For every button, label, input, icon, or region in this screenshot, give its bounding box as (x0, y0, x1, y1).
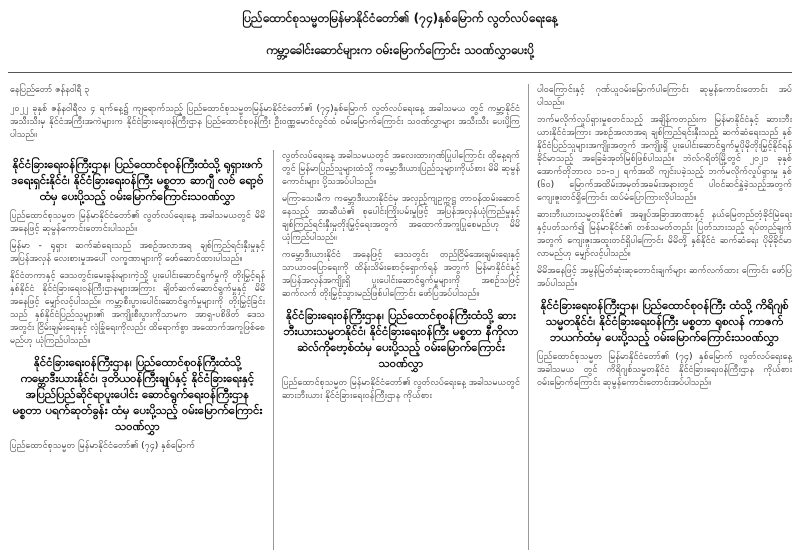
paragraph: ဆားဘီးယားသမ္မတနိုင်ငံ၏ အချုပ်အခြာအာဏာနှင့် နယ်မြေတည်တံ့ခိုင်မြဲရေးနှင့်ပတ်သက်၍ မြန်မာနိုင်ငံ၏ တစ်သမတ်တည်း ပြတ်သားသည့် ရပ်တည်ချက်အတွက် ကျေးဇူးအထူးတင်ရှိပါကြောင်း မိမိတို့ နှစ်နိုင်ငံ ဆက်ဆံရေး ပိုမိုခိုင်မာလာမည်ဟု မျှော်လင့်ပါသည်။ (537, 210, 792, 259)
dateline: နေပြည်တော် ဇန်နဝါရီ ၃ (10, 85, 90, 95)
section-heading-serbia: နိုင်ငံခြားရေးဝန်ကြီးဌာန၊ ပြည်ထောင်စုဝန်ကြီးထံသို့ ဆားဘီးယားသမ္မတနိုင်ငံ၊ နိုင်ငံခြားရေးဝန်ကြီး မစ္စတာ နီကိုလာ ဆဲလ်ကိုဗော့စ်ထံမှ ပေးပို့သည့် ဝမ်းမြောက်ကြောင်းသဝဏ်လွှာ (283, 308, 519, 370)
paragraph: လွတ်လပ်ရေးနေ့ အခါသမယတွင် အလေးထားဂုဏ်ပြုပါကြောင်း ထိုနေ့ရက်တွင် မြန်မာပြည်သူများထံသို့ ကမ္ဘောဒီးယားပြည်သူများကိုယ်စား မိမိ ဆုမွန်ကောင်းများ ပို့သအပ်ပါသည်။ (282, 151, 520, 187)
paragraph: ပြည်ထောင်စုသမ္မတ မြန်မာနိုင်ငံတော်၏ လွတ်လပ်ရေးနေ့ အခါသမယတွင် မိမိအနေဖြင့် ဆုမွန်ကောင်းတောင်းပါသည်။ (10, 211, 265, 234)
paragraph: ပြည်ထောင်စုသမ္မတ မြန်မာနိုင်ငံတော်၏ လွတ်လပ်ရေးနေ့ အခါသမယတွင် ဆားဘီးယား နိုင်ငံခြားရေးဝန်ကြီးဌာန ကိုယ်စား (282, 378, 520, 401)
headline-line-2: ကမ္ဘာ့ခေါင်းဆောင်များက ဝမ်းမြောက်ကြောင်း သဝဏ်လွှာပေးပို့ (265, 43, 535, 57)
paragraph: ကမ္ဘောဒီးယားနိုင်ငံ အနေဖြင့် ဒေသတွင်း တည်ငြိမ်အေးချမ်းရေးနှင့် သာယာဝပြောရေးကို ထိန်းသိမ်းစောင့်ရှောက်ရန် အတွက် မြန်မာနိုင်ငံနှင့် အပြန်အလှန်အကျိုးရှိ ပူးပေါင်းဆောင်ရွက်မှုများကို အစဉ်သဖြင့် ဆက်လက် တိုးမြှင့်သွားမည်ဖြစ်ပါကြောင်း ဖော်ပြအပ်ပါသည်။ (282, 250, 520, 299)
paragraph: ပြည်ထောင်စုသမ္မတ မြန်မာနိုင်ငံတော်၏ (၇၄) နှစ်မြောက် (10, 441, 196, 451)
column-right (537, 84, 792, 394)
section-heading-cambodia: နိုင်ငံခြားရေးဝန်ကြီးဌာန၊ ပြည်ထောင်စုဝန်ကြီးထံသို့ ကမ္ဘောဒီးယားနိုင်ငံ၊ ဒုတိယဝန်ကြီးချုပ်နှင့် နိုင်ငံခြားရေးနှင့် အပြည်ပြည်ဆိုင်ရာပူးပေါင်း ဆောင်ရွက်ရေးဝန်ကြီးဌာန မစ္စတာ ပရက်ဆုတ်ခွန်း ထံမှ ပေးပို့သည့် ဝမ်းမြောက်ကြောင်းသဝဏ်လွှာ (12, 355, 263, 433)
paragraph: ပါ၀ကြောင်းနှင့် ဂုဏ်ယူဝမ်းမြောက်ပါကြောင်း ဆုမွန်ကောင်းတောင်း အပ်ပါသည်။ (537, 85, 792, 108)
column-divider (528, 84, 529, 550)
paragraph: ဘက်မလိုက်လှုပ်ရှားမှုစတင်သည့် အချိန်ကတည်းက မြန်မာနိုင်ငံနှင့် ဆားဘီးယားနိုင်ငံအကြား အစဉ်အလာအရ ချစ်ကြည်ရင်းနှီးသည့် ဆက်ဆံရေးသည် နှစ်နိုင်ငံပြည်သူများအကျိုးအတွက် အကျိုးရှိ ပူးပေါင်းဆောင်ရွက်မှုပိုမိုတိုးမြှင့်နိုင်ရန် ခိုင်မာသည့် အခြေခံအုတ်မြစ်ဖြစ်ပါသည်။ ဘဲလ်ဂရိတ်မြို့တွင် ၂၀၂၁ ခုနှစ် အောက်တိုဘာလ ၁၁-၁၂ ရက်အထိ ကျင်းပခဲ့သည့် ဘက်မလိုက်လှုပ်ရှားမှု နှစ် (၆၀) မြောက်အထိမ်းအမှတ်အခမ်းအနားတွင် ပါဝင်ဆင်နွှဲခဲ့သည့်အတွက် ကျေးဇူးတင်ရှိကြောင်း ထပ်မံပြောကြားလိုပါသည်။ (537, 115, 792, 203)
section-heading-kyrgyzstan: နိုင်ငံခြားရေးဝန်ကြီးဌာန၊ ပြည်ထောင်စုဝန်ကြီး ထံသို့ ကိရိဂျစ်သမ္မတနိုင်ငံ၊ နိုင်ငံခြားရေးဝန်ကြီး မစ္စတာ ရုစလန် ကာဇက်ဘယက်ထံမှ ပေးပို့သည့် ဝမ်းမြောက်ကြောင်းသဝဏ်လွှာ (540, 298, 789, 344)
column-left (10, 150, 265, 457)
column-middle (282, 150, 520, 407)
paragraph: ပြည်ထောင်စုသမ္မတ မြန်မာနိုင်ငံတော်၏ (၇၄) နှစ်မြောက် လွတ်လပ်ရေးနေ့ အခါသမယ တွင် ကိရိဂျစ်သမ္မတနိုင်ငံ နိုင်ငံခြားရေးဝန်ကြီးဌာန ကိုယ်စား ဝမ်းမြောက်ကြောင်း ဆုမွန်ကောင်းတောင်းအပ်ပါသည်။ (537, 352, 792, 388)
paragraph: မကြာသေးမီက ကမ္ဘောဒီးယားနိုင်ငံမှ အလှည့်ကျဥက္ကဋ္ဌ တာဝန်ထမ်းဆောင်နေသည့် အာဆီယံ၏ စုပေါင်းကြိုးပမ်းမှုဖြင့် အပြန်အလှန်ယုံကြည်မှုနှင့် ချစ်ကြည်ရင်းနှီးမှုတိုးမြှင့်ရေးအတွက် အထောက်အကူပြုစေမည်ဟု မိမိယုံကြည်ပါသည်။ (282, 194, 520, 243)
paragraph: နိုင်ငံတကာနှင့် ဒေသတွင်းမေးခွန်းများကဲ့သို့ ပူးပေါင်းဆောင်ရွက်မှုကို တိုးမြှင့်ရန် နှစ်နိုင်ငံ နိုင်ငံခြားရေးဝန်ကြီးဌာနများအကြား ချိတ်ဆက်ဆောင်ရွက်မှုနှင့် မိမိအနေဖြင့် မျှော်လင့်ပါသည်။ ကမ္ဘာ့စီးပွားပေါင်းဆောင်ရွက်မှုများကို တိုးမြှင့်ခြင်းသည် နှစ်နိုင်ငံပြည်သူများ၏ အကျိုးစီးပွားကိုသာမက အာရှ-ပစိဖိတ် ဒေသအတွင်း ငြိမ်းချမ်းရေးနှင့် လုံခြုံရေးကိုလည်း ထိရောက်စွာ အထောက်အကူဖြစ်စေမည်ဟု ယုံကြည်ပါသည်။ (10, 271, 265, 346)
headline-line-1: ပြည်ထောင်စုသမ္မတမြန်မာနိုင်ငံတော်၏ (၇၄)နှစ်မြောက် လွတ်လပ်ရေးနေ့ (242, 11, 558, 25)
section-heading-russia: နိုင်ငံခြားရေးဝန်ကြီးဌာန၊ ပြည်ထောင်စုဝန်ကြီးထံသို့ ရုရှားဖက်ဒရေးရှင်းနိုင်ငံ၊ နိုင်ငံခြားရေးဝန်ကြီး မစ္စတာ ဆာဂျီ လဗ် ရော့ဗ် ထံမှ ပေးပို့သည့် ဝမ်းမြောက်ကြောင်းသဝဏ်လွှာ (11, 157, 264, 203)
headline-rule (8, 72, 792, 73)
column-divider (273, 150, 274, 550)
intro-block (10, 84, 520, 142)
paragraph: မိမိအနေဖြင့် အမွန်မြတ်ဆုံးဆုတောင်းချက်များ ဆက်လက်ထား ကြောင်း ဖော်ပြအပ်ပါသည်။ (537, 266, 792, 289)
paragraph: မြန်မာ - ရုရှား ဆက်ဆံရေးသည် အစဉ်အလာအရ ချစ်ကြည်ရင်းနှီးမှုနှင့် အပြန်အလှန် လေးစားမှုအပေါ် လက္ခဏာများကို ဖော်ဆောင်ထားပါသည်။ (10, 241, 265, 264)
intro-paragraph: ၂၀၂၂ ခုနှစ် ဇန်နဝါရီလ ၄ ရက်နေ့၌ ကျရောက်သည့် ပြည်ထောင်စုသမ္မတမြန်မာနိုင်ငံတော်၏ (၇၄)နှစ်မြောက် လွတ်လပ်ရေးနေ့ အခါသမယ တွင် ကမ္ဘာ့နိုင်ငံအသီးသီးမှ နိုင်ငံအကြီးအကဲများက နိုင်ငံခြားရေးဝန်ကြီးဌာန ပြည်ထောင်စုဝန်ကြီး ဦးဝဏ္ဏမောင်လွင်ထံ ဝမ်းမြောက်ကြောင်း သဝဏ်လွှာများ အသီးသီး ပေးပို့ကြပါသည်။ (10, 104, 520, 140)
